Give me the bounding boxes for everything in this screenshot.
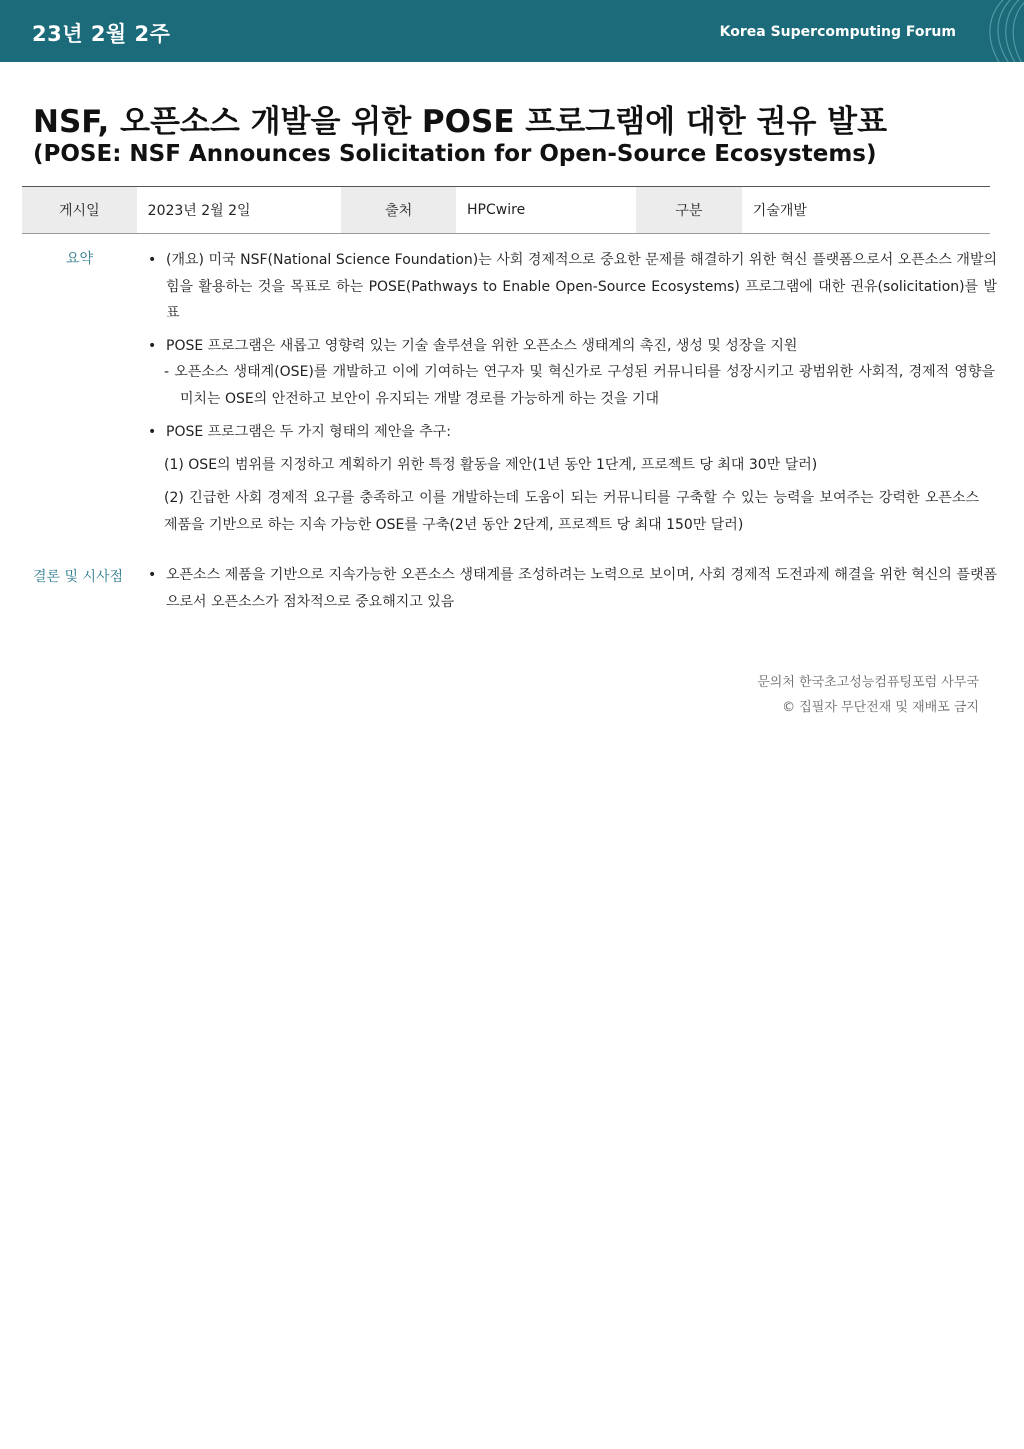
header-bar xyxy=(0,0,1024,62)
meta-source-label: 출처 xyxy=(341,187,456,233)
footer-copyright: © 집필자 무단전재 및 재배포 금지 xyxy=(782,700,979,715)
issue-week: 23년 2월 2주 xyxy=(32,22,171,46)
summary-proposal-2: (2) 긴급한 사회 경제적 요구를 충족하고 이를 개발하는데 도움이 되는 커뮤니티를 구축할 수 있는 능력을 보여주는 강력한 오픈소스 제품을 기반으로 하는 지속 가능한 OSE를 구축(2년 동안 2단계, 프로젝트 당 최대 150만 달러) xyxy=(164,490,979,533)
page-subtitle: (POSE: NSF Announces Solicitation for Open-Source Ecosystems) xyxy=(33,141,877,167)
meta-category-value: 기술개발 xyxy=(752,203,807,219)
summary-bullet-overview: • (개요) 미국 NSF(National Science Foundation)는 사회 경제적으로 중요한 문제를 해결하기 위한 혁신 플랫폼으로서 오픈소스 개발의 힘을 활용하는 것을 목표로 하는 POSE(Pathways to Enable Open-Source Ecosystems) 프로그램에 대한 권유(solicitation)를 발표 xyxy=(148,247,997,327)
summary-bullet-proposals: • POSE 프로그램은 두 가지 형태의 제안을 추구: xyxy=(148,419,997,446)
summary-dash-ose: - 오픈소스 생태계(OSE)를 개발하고 이에 기여하는 연구자 및 혁신가로 구성된 커뮤니티를 성장시키고 광범위한 사회적, 경제적 영향을 미치는 OSE의 안전하고 보안이 유지되는 개발 경로를 가능하게 하는 것을 기대 xyxy=(164,364,995,407)
meta-category-label: 구분 xyxy=(636,187,742,233)
meta-source-value: HPCwire xyxy=(467,202,526,218)
conclusion-label: 결론 및 시사점 xyxy=(33,569,124,585)
article-meta-table xyxy=(22,186,990,234)
summary-label: 요약 xyxy=(66,251,94,267)
forum-brand: Korea Supercomputing Forum xyxy=(719,24,956,40)
meta-date-label: 게시일 xyxy=(22,187,137,233)
summary-proposal-1: (1) OSE의 범위를 지정하고 계획하기 위한 특정 활동을 제안(1년 동안 1단계, 프로젝트 당 최대 30만 달러) xyxy=(164,457,818,473)
swirl-decoration-icon xyxy=(954,0,1024,62)
meta-date-value: 2023년 2월 2일 xyxy=(147,203,251,219)
conclusion-bullet: • 오픈소스 제품을 기반으로 지속가능한 오픈소스 생태계를 조성하려는 노력으로 보이며, 사회 경제적 도전과제 해결을 위한 혁신의 플랫폼으로서 오픈소스가 점차적으로 중요해지고 있음 xyxy=(148,562,997,615)
page-title: NSF, 오픈소스 개발을 위한 POSE 프로그램에 대한 권유 발표 xyxy=(33,104,888,140)
summary-bullet-pose-support: • POSE 프로그램은 새롭고 영향력 있는 기술 솔루션을 위한 오픈소스 생태계의 촉진, 생성 및 성장을 지원 xyxy=(148,333,997,360)
footer-contact: 문의처 한국초고성능컴퓨팅포럼 사무국 xyxy=(757,675,979,690)
